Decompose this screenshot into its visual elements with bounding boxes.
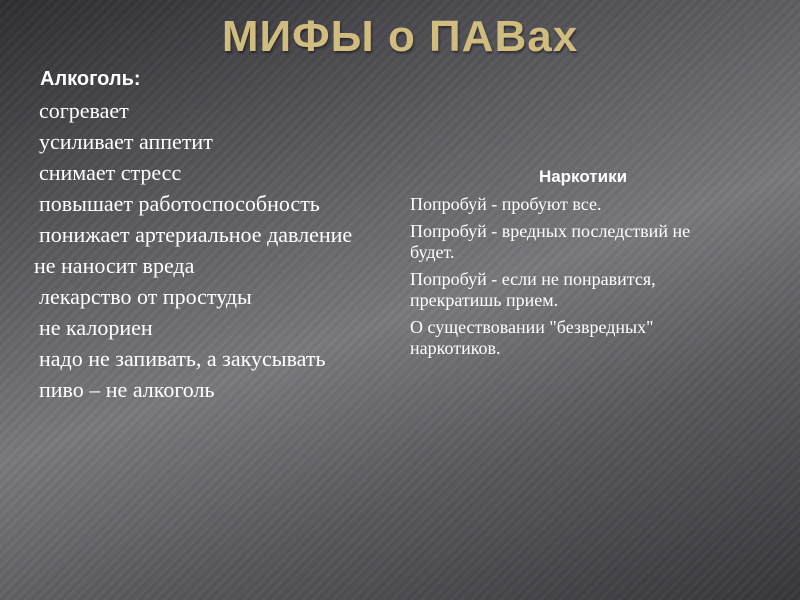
list-item-text: пиво – не алкоголь — [39, 377, 215, 402]
list-item-text: Попробуй - вредных последствий не будет. — [410, 221, 691, 262]
bullet-icon — [18, 374, 34, 405]
alcohol-heading: Алкоголь: — [40, 68, 141, 90]
bullet-icon — [18, 188, 34, 219]
list-item — [18, 281, 398, 312]
bullet-icon — [18, 250, 34, 281]
bullet-icon — [18, 281, 34, 312]
drug-myths-list — [398, 194, 728, 359]
bullet-icon — [398, 221, 410, 263]
list-item — [398, 194, 728, 215]
alcohol-myths-list — [18, 95, 398, 405]
bullet-icon — [18, 219, 34, 250]
list-item — [18, 95, 398, 126]
list-item-text: О существовании "безвредных" наркотиков. — [410, 317, 654, 358]
bullet-icon — [398, 317, 410, 359]
list-item-text: согревает — [39, 98, 129, 123]
list-item — [18, 374, 398, 405]
list-item — [18, 312, 398, 343]
bullet-icon — [18, 312, 34, 343]
list-item-text: Попробуй - если не понравится, прекратишь прием. — [410, 269, 656, 310]
list-item-text: Попробуй - пробуют все. — [410, 194, 602, 214]
list-item-text: понижает артериальное давление — [39, 222, 353, 247]
list-item-text: не наносит вреда — [34, 253, 195, 278]
list-item — [398, 221, 728, 263]
bullet-icon — [18, 157, 34, 188]
drugs-heading: Наркотики — [538, 167, 628, 186]
alcohol-myths-column — [18, 66, 398, 405]
list-item-text: надо не запивать, а закусывать — [39, 346, 326, 371]
bullet-icon — [398, 269, 410, 311]
list-item — [18, 219, 398, 250]
list-item-text: лекарство от простуды — [39, 284, 252, 309]
list-item — [18, 126, 398, 157]
bullet-icon — [18, 95, 34, 126]
list-item — [18, 250, 398, 281]
list-item — [18, 343, 398, 374]
list-item — [18, 157, 398, 188]
list-item — [18, 188, 398, 219]
list-item-text: снимает стресс — [39, 160, 182, 185]
bullet-icon — [18, 343, 34, 374]
list-item-text: не калориен — [39, 315, 153, 340]
list-item-text: повышает работоспособность — [39, 191, 320, 216]
drug-myths-column — [398, 166, 728, 365]
list-item — [398, 317, 728, 359]
bullet-icon — [18, 126, 34, 157]
bullet-icon — [398, 194, 410, 215]
list-item — [398, 269, 728, 311]
list-item-text: усиливает аппетит — [39, 129, 213, 154]
slide-title: МИФЫ о ПАВах — [221, 12, 579, 61]
